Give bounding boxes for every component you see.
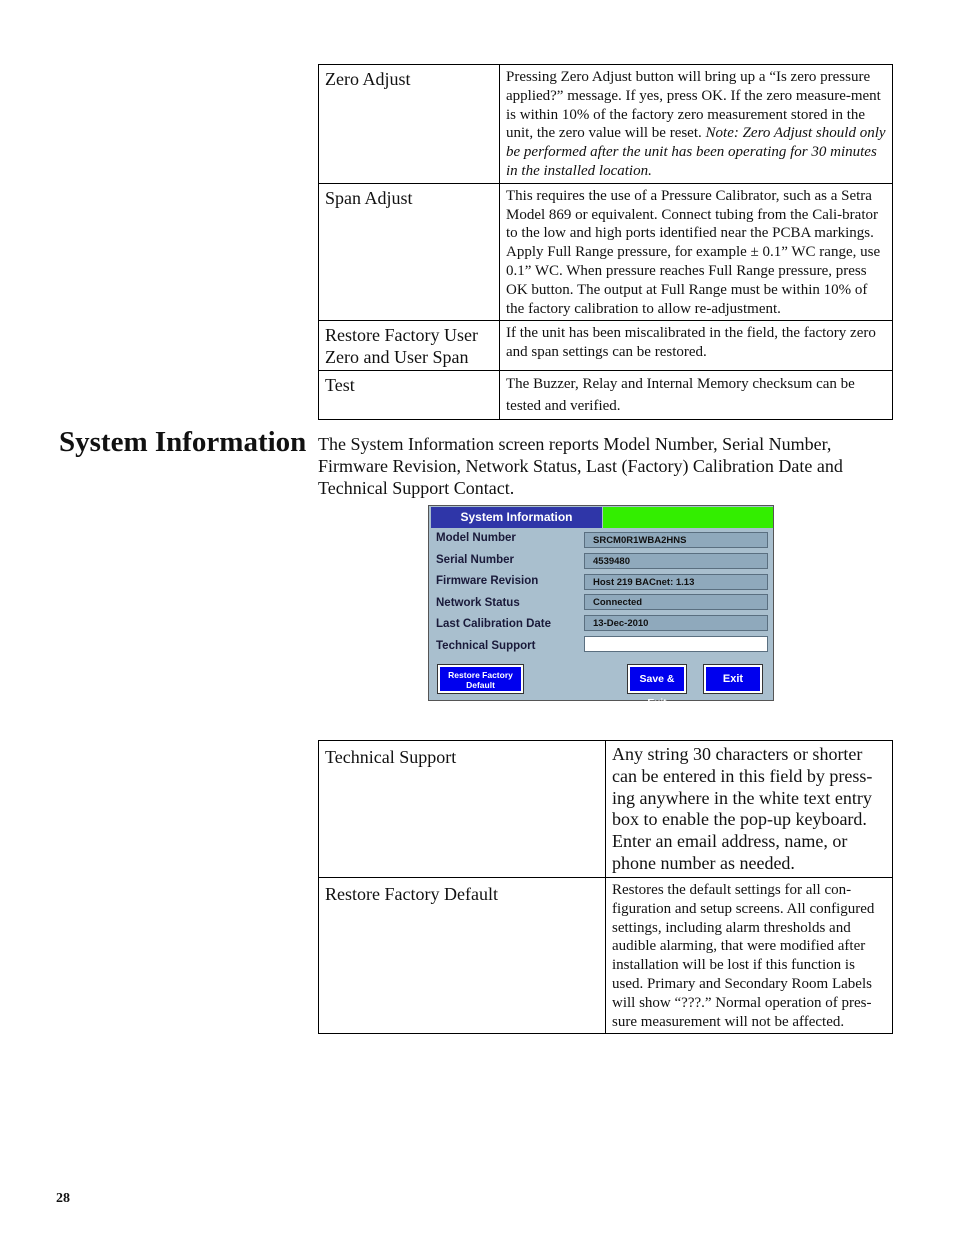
term-cell: Test (319, 371, 500, 420)
term-cell: Span Adjust (319, 183, 500, 321)
exit-button[interactable]: Exit (704, 665, 762, 693)
description-text: Pressing Zero Adjust button will bring up a “Is zero pressure applied?” message. If yes, press OK. If the zero measure-ment is within 10% of the factory zero measurement stored in the unit, the zero value will be reset. (506, 69, 881, 142)
description-cell: Restores the default settings for all con-figuration and setup screens. All configured settings, including alarm thresholds and audible alarming, that were modified after installation will be lost if this function is used. Primary and Secondary Room Labels will show “???.” Normal operation of pres-sure measurement will not be affected. (606, 878, 893, 1034)
table-row (319, 741, 893, 878)
description-cell: Any string 30 characters or shorter can be entered in this field by press-ing anywhere in the white text entry box to enable the pop-up keyboard. Enter an email address, name, or phone number as needed. (606, 741, 893, 878)
term-cell: Technical Support (319, 741, 606, 878)
system-information-functions-table (318, 740, 893, 1034)
serial-number-label: Serial Number (436, 554, 514, 566)
restore-button-line2: Default (466, 680, 495, 690)
screen-title: System Information (431, 507, 602, 528)
save-exit-button[interactable]: Save & Exit (628, 665, 686, 693)
model-number-field: SRCM0R1WBA2HNS (584, 532, 768, 548)
description-cell: This requires the use of a Pressure Calibrator, such as a Setra Model 869 or equivalent. Connect tubing from the Cali-brator to the low and high ports identified near the PCBA markings. Apply Full Range pressure, for example ± 0.1” WC range, use 0.1” WC. When pressure reaches Full Range pressure, press OK button. The output at Full Range must be within 10% of the factory calibration to allow re-adjustment. (500, 183, 893, 321)
section-intro: The System Information screen reports Model Number, Serial Number, Firmware Revision, Network Status, Last (Factory) Calibration Date and Technical Support Contact. (318, 434, 843, 498)
technical-support-input[interactable] (584, 636, 768, 652)
description-cell (500, 65, 893, 184)
firmware-revision-label: Firmware Revision (436, 575, 539, 587)
table-row (319, 183, 893, 321)
section-heading: System Information (59, 426, 307, 458)
note-text: Note: Zero Adjust should only be performed after the unit has been operating for 30 minutes in the installed location. (506, 125, 886, 179)
status-indicator (603, 507, 773, 528)
term-cell: Zero Adjust (319, 65, 500, 184)
last-calibration-date-label: Last Calibration Date (436, 618, 552, 630)
table-row (319, 878, 893, 1034)
system-information-screenshot (428, 505, 774, 709)
restore-factory-default-button[interactable] (438, 665, 523, 693)
calibration-functions-table (318, 64, 893, 420)
description-cell: The Buzzer, Relay and Internal Memory checksum can be tested and verified. (500, 371, 893, 420)
last-calibration-date-field: 13-Dec-2010 (584, 615, 768, 631)
network-status-label: Network Status (436, 597, 520, 609)
restore-button-line1: Restore Factory (448, 670, 513, 680)
description-cell: If the unit has been miscalibrated in the field, the factory zero and span settings can be restored. (500, 321, 893, 371)
serial-number-field: 4539480 (584, 553, 768, 569)
firmware-revision-field: Host 219 BACnet: 1.13 (584, 574, 768, 590)
term-cell: Restore Factory Default (319, 878, 606, 1034)
table-row (319, 321, 893, 371)
network-status-field: Connected (584, 594, 768, 610)
technical-support-label: Technical Support (436, 640, 536, 652)
page-number: 28 (56, 1191, 70, 1206)
term-cell: Restore Factory User Zero and User Span (319, 321, 500, 371)
table-row (319, 371, 893, 420)
table-row (319, 65, 893, 184)
model-number-label: Model Number (436, 532, 516, 544)
